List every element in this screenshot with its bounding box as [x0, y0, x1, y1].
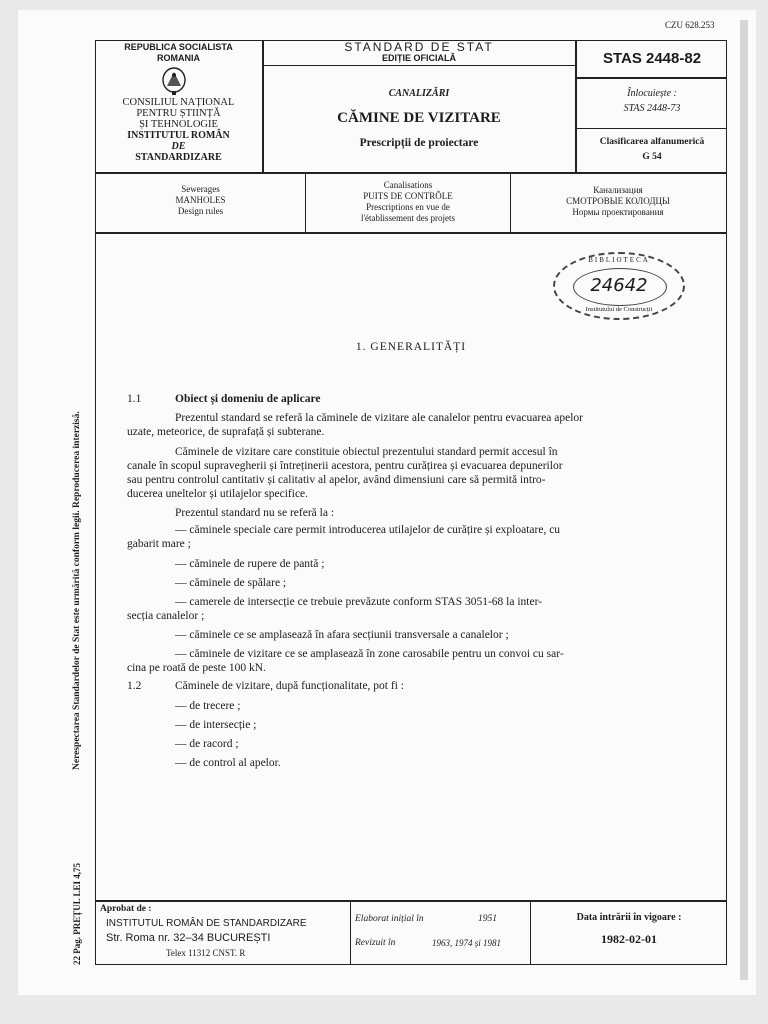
- standard-frame: [95, 40, 727, 965]
- institute-address: Str. Roma nr. 32–34 BUCUREȘTI: [106, 932, 271, 944]
- effective-date: 1982-02-01: [601, 932, 657, 946]
- exclusion-4-line-1: — camerele de intersecție ce trebuie prevăzute conform STAS 3051-68 la inter-: [175, 596, 543, 608]
- section-1-1-title: Obiect și domeniu de aplicare: [175, 393, 321, 405]
- chapter-heading: 1. GENERALITĂȚI: [355, 341, 467, 353]
- paragraph-2-line-3: sau pentru controlul cantitativ și calitativ al apelor, având dimensiuni care să permită intro-: [127, 474, 546, 486]
- exclusion-1-line-2: gabarit mare ;: [127, 538, 191, 550]
- paragraph-2-line-4: ducerea uneltelor și utilajelor specifice.: [127, 488, 309, 500]
- paragraph-1-line-2: uzate, meteorice, de suprafață și subterane.: [127, 426, 325, 438]
- en-line-3: Design rules: [177, 206, 224, 216]
- fr-line-4: l'établissement des projets: [360, 213, 456, 223]
- classification-value: G 54: [642, 152, 662, 162]
- fr-line-1: Canalisations: [383, 180, 433, 190]
- stamp-number: 24642: [590, 275, 648, 296]
- telex: Telex 11312 CNST. R: [166, 948, 246, 958]
- revised-label: Revizuit în: [355, 938, 396, 948]
- standard-code: STAS 2448-82: [602, 50, 702, 67]
- section-1-1-number: 1.1: [127, 393, 142, 405]
- paragraph-1-line-1: Prezentul standard se referă la căminele de vizitare ale canalelor pentru evacuarea apelor: [175, 412, 584, 424]
- approved-by: INSTITUTUL ROMÂN DE STANDARDIZARE: [106, 918, 307, 929]
- edition-divider: [262, 65, 575, 66]
- en-line-2: MANHOLES: [175, 195, 226, 205]
- exclusion-6-line-2: cina pe roată de peste 100 kN.: [127, 662, 266, 674]
- elaborated-label: Elaborat inițial în: [355, 914, 424, 924]
- document-title: CĂMINE DE VIZITARE: [337, 110, 501, 126]
- paragraph-2-line-1: Căminele de vizitare care constituie obiectul prezentului standard permit accesul în: [175, 446, 558, 458]
- replaces-value: STAS 2448-73: [623, 103, 681, 114]
- elaborated-year: 1951: [478, 914, 497, 924]
- header-divider: [95, 172, 727, 174]
- replaces-divider: [575, 128, 727, 129]
- translation-fr: [306, 180, 510, 224]
- fr-line-2: PUITS DE CONTRÔLE: [363, 191, 453, 201]
- function-1: — de trecere ;: [175, 700, 241, 712]
- library-stamp: [553, 252, 685, 320]
- approved-label: Aprobat de :: [100, 904, 152, 914]
- org-name-2: ROMANIA: [157, 53, 200, 63]
- exclusion-6-line-1: — căminele de vizitare ce se amplasează în zone carosabile pentru un convoi cu sar-: [175, 648, 564, 660]
- section-1-2-text: Căminele de vizitare, după funcționalitate, pot fi :: [175, 680, 404, 692]
- translations-divider: [95, 232, 727, 234]
- stamp-bottom-text: Institutului de Construcții: [585, 306, 653, 313]
- paragraph-2-line-2: canale în scopul supravegherii și întreținerii acestora, pentru curățirea și evacuarea depunerilor: [127, 460, 563, 472]
- translation-ru: [511, 185, 725, 218]
- org-name-1: REPUBLICA SOCIALISTA: [124, 42, 233, 52]
- org-block: [97, 42, 260, 64]
- category-label: CANALIZĂRI: [388, 88, 450, 99]
- paragraph-3: Prezentul standard nu se referă la :: [175, 507, 335, 519]
- replaces-label: Înlocuiește :: [627, 88, 677, 99]
- effective-label: Data intrării în vigoare :: [576, 912, 682, 923]
- institute-line-3: STANDARDIZARE: [135, 152, 222, 163]
- institute-line-2: DE: [171, 141, 186, 152]
- code-divider: [575, 77, 727, 79]
- udc-code: CZU 628.253: [665, 20, 715, 30]
- function-4: — de control al apelor.: [175, 757, 281, 769]
- exclusion-5: — căminele ce se amplasează în afara secțiunii transversale a canalelor ;: [175, 629, 509, 641]
- price-note: 22 Pag. PREȚUL LEI 4,75: [72, 862, 82, 965]
- standard-label: STANDARD DE STAT: [344, 40, 494, 54]
- translation-en: [97, 184, 304, 217]
- coat-of-arms-icon: [161, 66, 187, 96]
- ru-line-3: Нормы проектирования: [572, 207, 664, 217]
- council-line-1: CONSILIUL NAȚIONAL: [122, 97, 235, 108]
- ru-line-2: СМОТРОВЫЕ КОЛОДЦЫ: [566, 196, 670, 206]
- council-line-3: ȘI TEHNOLOGIE: [139, 119, 218, 130]
- classification-label: Clasificarea alfanumerică: [599, 137, 705, 147]
- en-line-1: Sewerages: [181, 184, 220, 194]
- ru-line-1: Канализация: [593, 185, 643, 195]
- footer-divider: [95, 900, 727, 902]
- council-line-2: PENTRU ȘTIINȚĂ: [136, 108, 221, 119]
- revised-years: 1963, 1974 și 1981: [432, 938, 502, 948]
- footer-col-sep-1: [350, 900, 351, 965]
- exclusion-1-line-1: — căminele speciale care permit introducerea utilajelor de curățire și exploatare, cu: [175, 524, 561, 536]
- council-block: [97, 97, 260, 163]
- section-1-2-number: 1.2: [127, 680, 142, 692]
- function-2: — de intersecție ;: [175, 719, 257, 731]
- stamp-top-text: BIBLIOTECA: [588, 256, 650, 264]
- institute-line-1: INSTITUTUL ROMÂN: [127, 130, 230, 141]
- edition-label: EDIȚIE OFICIALĂ: [382, 53, 456, 63]
- page-edge-shadow: [740, 20, 748, 980]
- function-3: — de racord ;: [175, 738, 239, 750]
- exclusion-3: — căminele de spălare ;: [175, 577, 287, 589]
- document-subtitle: Prescripții de proiectare: [359, 137, 479, 149]
- exclusion-4-line-2: secția canalelor ;: [127, 610, 205, 622]
- legal-notice: Nerespectarea Standardelor de Stat este urmărită conform legii. Reproducerea interzisă.: [72, 411, 82, 770]
- exclusion-2: — căminele de rupere de pantă ;: [175, 558, 325, 570]
- fr-line-3: Prescriptions en vue de: [366, 202, 450, 212]
